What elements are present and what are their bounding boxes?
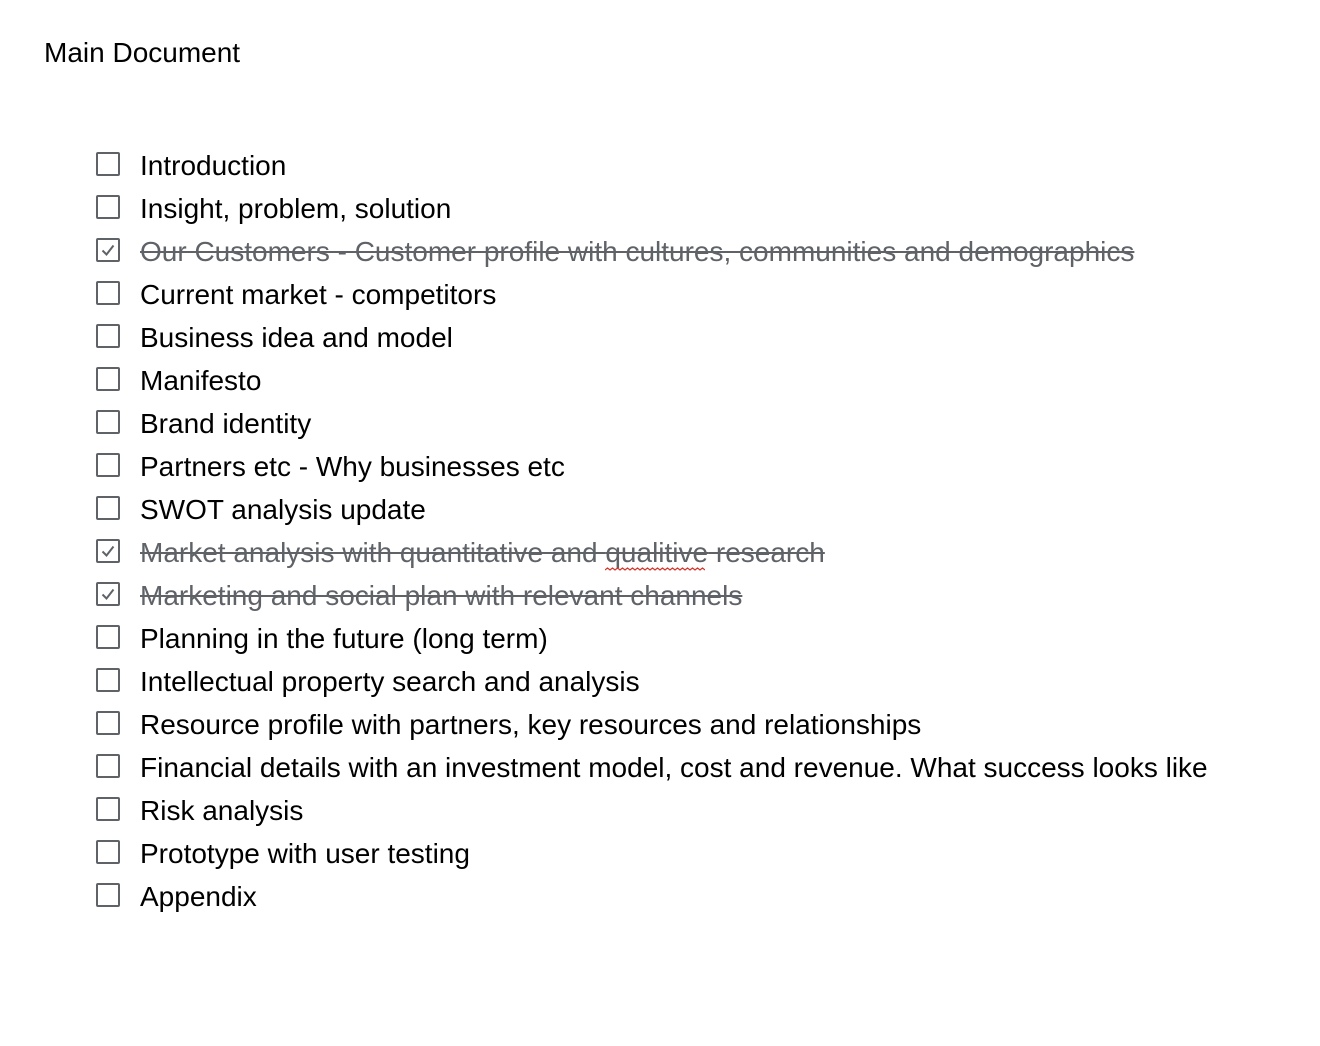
checkbox-checked[interactable] xyxy=(96,539,120,563)
checklist-item-label[interactable]: Planning in the future (long term) xyxy=(140,623,548,654)
checkbox[interactable] xyxy=(96,625,120,649)
checkbox[interactable] xyxy=(96,883,120,907)
checklist-item xyxy=(96,662,1236,701)
checklist-item xyxy=(96,189,1236,228)
checklist-item-label[interactable]: Current market - competitors xyxy=(140,279,497,310)
checklist-item-label[interactable]: Risk analysis xyxy=(140,795,304,826)
checklist-item-label[interactable]: Partners etc - Why businesses etc xyxy=(140,451,565,482)
label-text: research xyxy=(708,537,825,568)
checkbox[interactable] xyxy=(96,668,120,692)
document-title: Main Document xyxy=(44,37,241,68)
checkbox[interactable] xyxy=(96,324,120,348)
checkbox[interactable] xyxy=(96,281,120,305)
checkbox[interactable] xyxy=(96,797,120,821)
checklist-item xyxy=(96,490,1236,529)
checkmark-icon xyxy=(100,242,116,258)
checklist-item-label[interactable]: Prototype with user testing xyxy=(140,838,470,869)
checkmark-icon xyxy=(100,543,116,559)
checklist-item-label[interactable]: Appendix xyxy=(140,881,257,912)
checklist-item-label[interactable]: SWOT analysis update xyxy=(140,494,426,525)
checklist-item-label[interactable]: Financial details with an investment model, cost and revenue. What success looks like xyxy=(140,752,1208,783)
checkbox-checked[interactable] xyxy=(96,238,120,262)
checklist-item xyxy=(96,232,1236,271)
misspelled-word-text: qualitive xyxy=(605,537,709,568)
checklist-item xyxy=(96,619,1236,658)
checkbox[interactable] xyxy=(96,711,120,735)
checkbox[interactable] xyxy=(96,840,120,864)
checkbox[interactable] xyxy=(96,410,120,434)
checklist-item xyxy=(96,447,1236,486)
checklist-item-label[interactable]: Business idea and model xyxy=(140,322,453,353)
checklist-item xyxy=(96,361,1236,400)
checklist-item xyxy=(96,705,1236,744)
checklist-item xyxy=(96,318,1236,357)
checklist-item-label[interactable] xyxy=(140,537,825,568)
label-text: Market analysis with quantitative and xyxy=(140,537,606,568)
checkbox[interactable] xyxy=(96,152,120,176)
checklist-item-label[interactable]: Resource profile with partners, key resources and relationships xyxy=(140,709,922,740)
checklist-item xyxy=(96,146,1236,185)
checklist-item-label[interactable]: Marketing and social plan with relevant channels xyxy=(140,580,743,611)
checklist-item-label[interactable]: Brand identity xyxy=(140,408,312,439)
checklist-item xyxy=(96,404,1236,443)
checklist-item-label[interactable]: Introduction xyxy=(140,150,287,181)
checkmark-icon xyxy=(100,586,116,602)
checklist-item xyxy=(96,834,1236,873)
checkbox[interactable] xyxy=(96,453,120,477)
checklist-item-label[interactable]: Manifesto xyxy=(140,365,262,396)
checklist xyxy=(96,146,1236,920)
checkbox[interactable] xyxy=(96,496,120,520)
checklist-item xyxy=(96,877,1236,916)
checkbox[interactable] xyxy=(96,754,120,778)
checklist-item xyxy=(96,533,1236,572)
checklist-item-label[interactable]: Our Customers - Customer profile with cultures, communities and demographics xyxy=(140,236,1135,267)
checklist-item xyxy=(96,576,1236,615)
checkbox[interactable] xyxy=(96,367,120,391)
checkbox[interactable] xyxy=(96,195,120,219)
checkbox-checked[interactable] xyxy=(96,582,120,606)
checklist-item xyxy=(96,791,1236,830)
checklist-item-label[interactable]: Intellectual property search and analysis xyxy=(140,666,640,697)
checklist-item-label[interactable]: Insight, problem, solution xyxy=(140,193,452,224)
misspelled-word[interactable] xyxy=(605,537,708,568)
checklist-item xyxy=(96,748,1236,787)
checklist-item xyxy=(96,275,1236,314)
